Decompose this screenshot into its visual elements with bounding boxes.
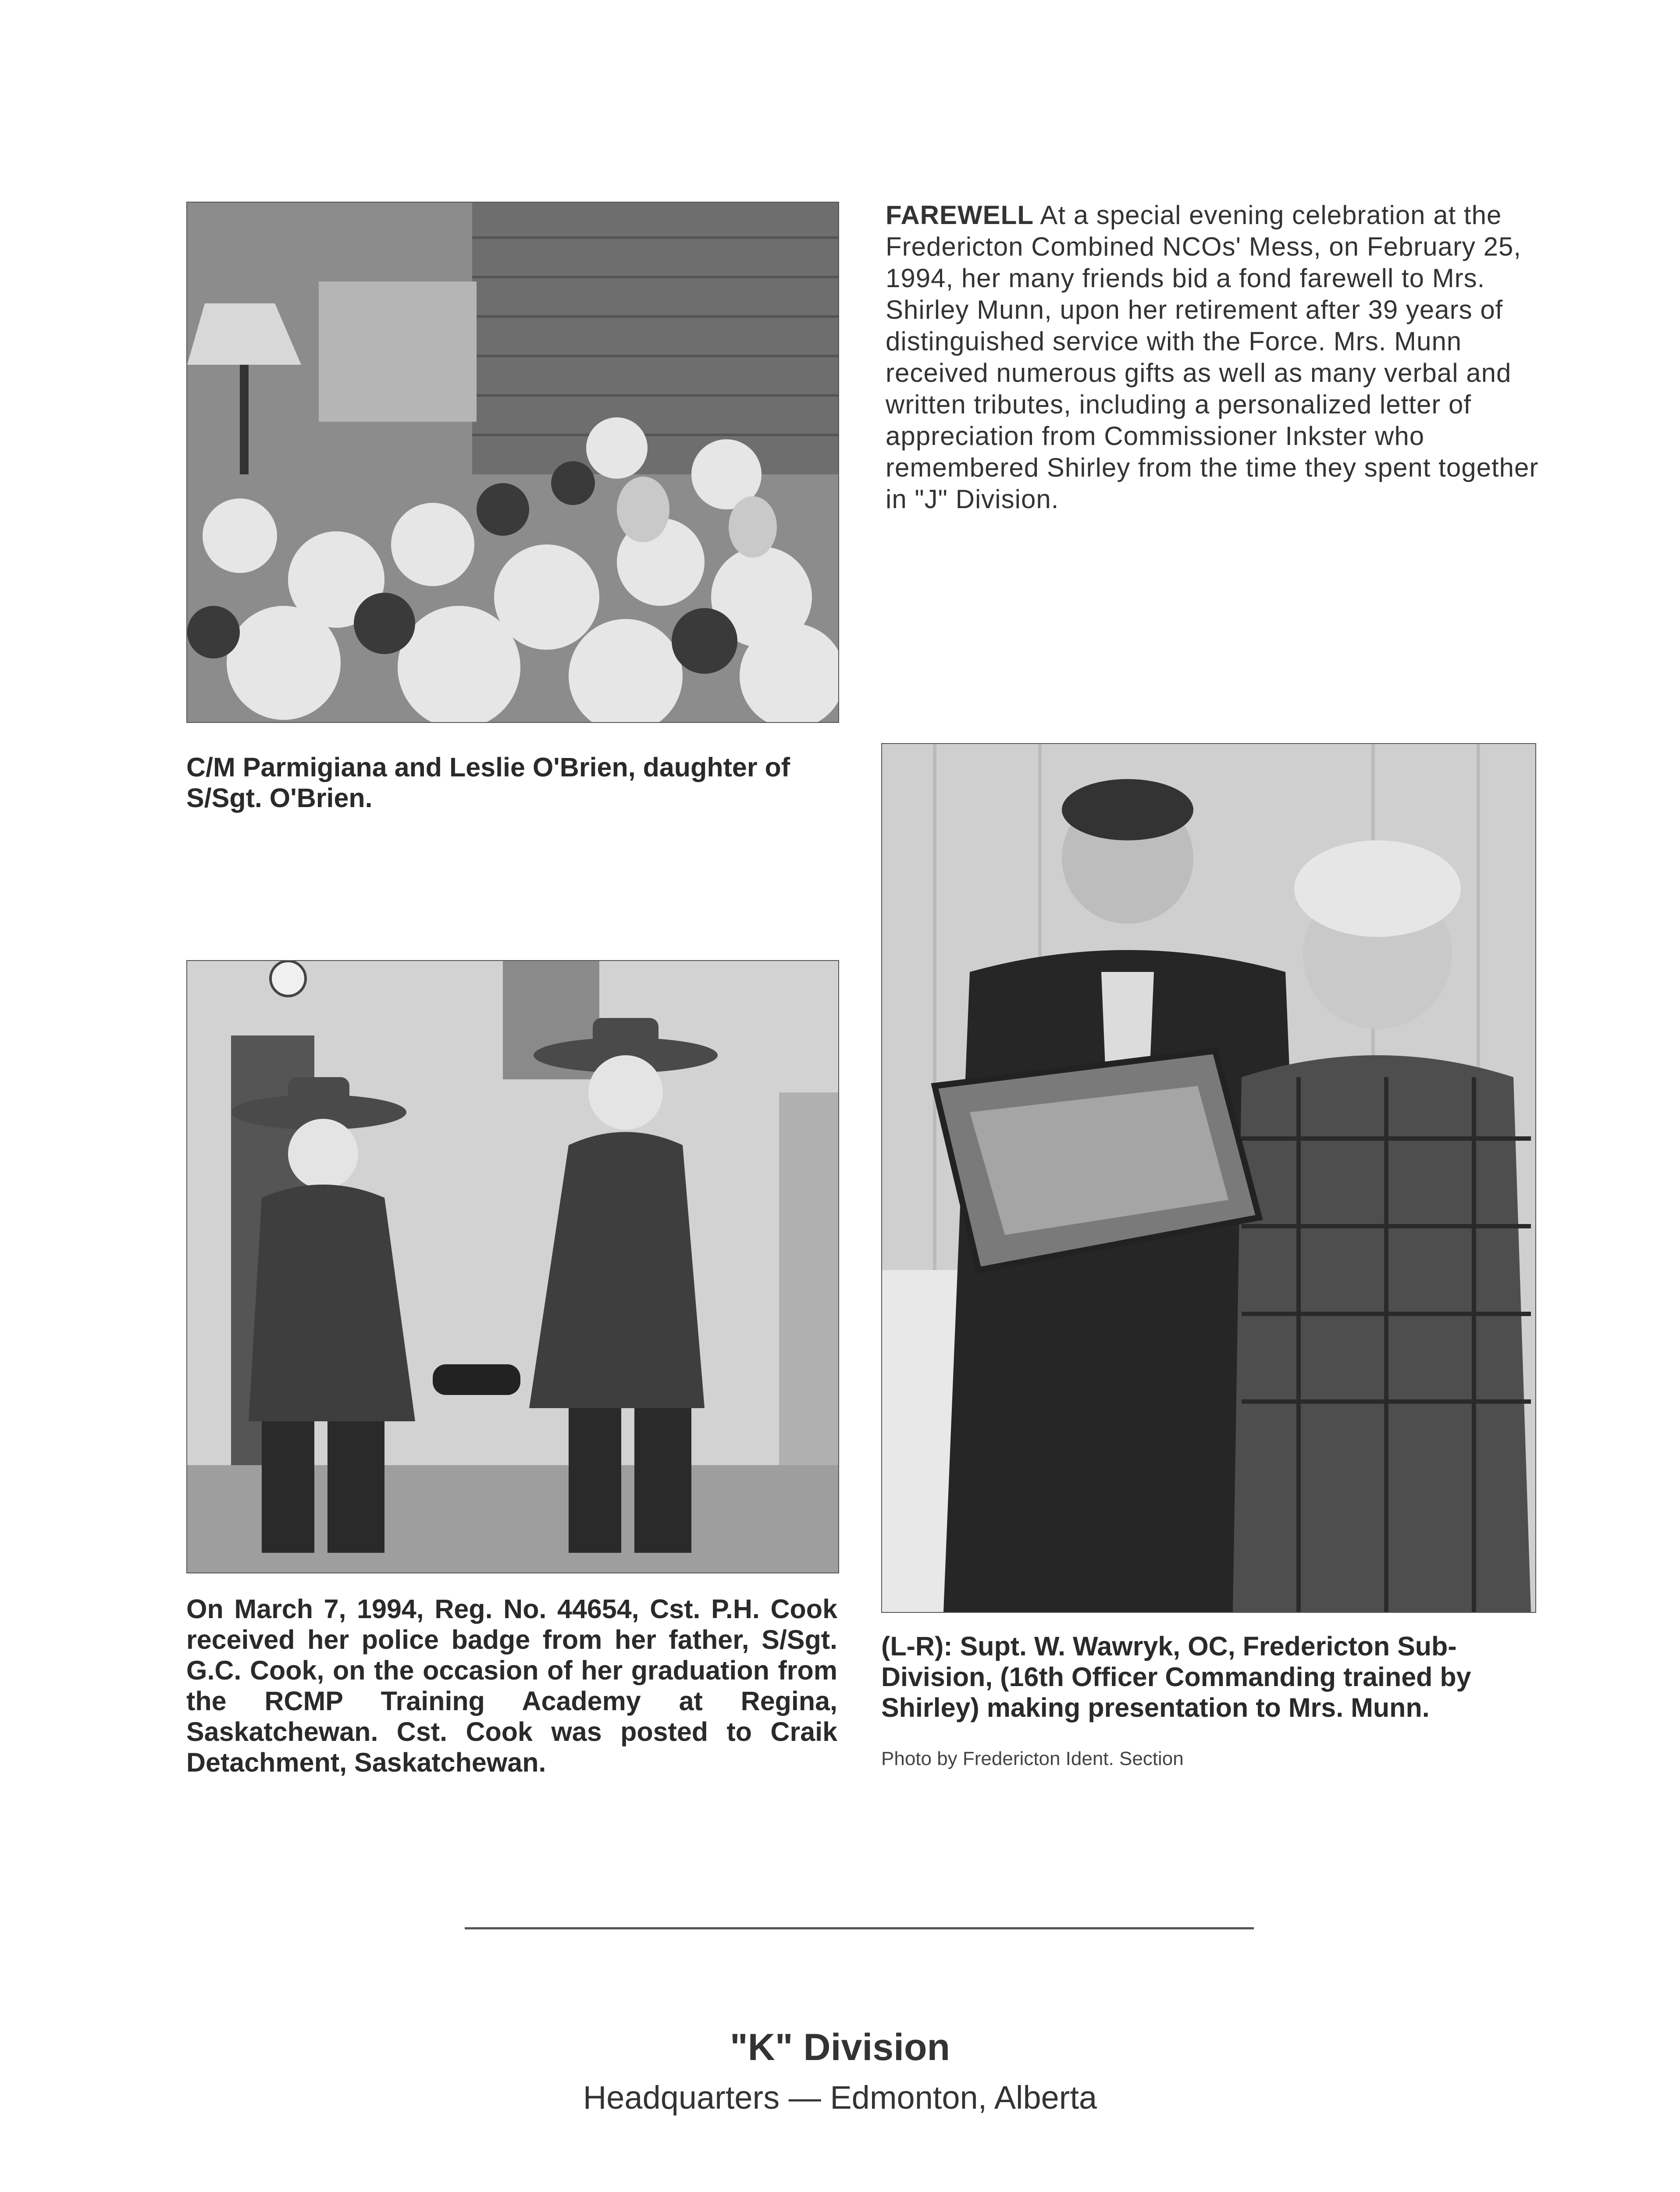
section-divider	[465, 1927, 1254, 1929]
section-subtitle: Headquarters — Edmonton, Alberta	[583, 2079, 1097, 2116]
photo-stuffed-toys	[186, 202, 839, 723]
farewell-text: At a special evening celebration at the Fredericton Combined NCOs' Mess, on February 25, 1994, her many friends bid a fond farewell to Mrs. Shirley Munn, upon her retirement after 39 years of distinguished service with the Force. Mrs. Munn received numerous gifts as well as many verbal and written tributes, including a personalized letter of appreciation from Commissioner Inkster who remembered Shirley from the time they spent together in "J" Division.	[886, 200, 1539, 514]
photo-badge-caption: On March 7, 1994, Reg. No. 44654, Cst. P.H. Cook received her police badge from her father, S/Sgt. G.C. Cook, on the occasion of her graduation from the RCMP Training Academy at Regina, Saskatchewan. Cst. Cook was posted to Craik Detachment, Saskatchewan.	[186, 1594, 837, 1777]
section-title: "K" Division	[730, 2026, 950, 2068]
farewell-paragraph	[886, 199, 1539, 515]
photo-presentation-caption: (L-R): Supt. W. Wawryk, OC, Fredericton Sub-Division, (16th Officer Commanding trained by Shirley) making presentation to Mrs. Munn.	[881, 1631, 1471, 1722]
photo-toys-caption: C/M Parmigiana and Leslie O'Brien, daughter of S/Sgt. O'Brien.	[186, 752, 790, 813]
photo-munn-presentation	[881, 743, 1536, 1613]
photo-badge-presentation	[186, 960, 839, 1573]
farewell-lead: FAREWELL	[886, 200, 1034, 230]
photo-credit: Photo by Fredericton Ident. Section	[881, 1748, 1184, 1769]
